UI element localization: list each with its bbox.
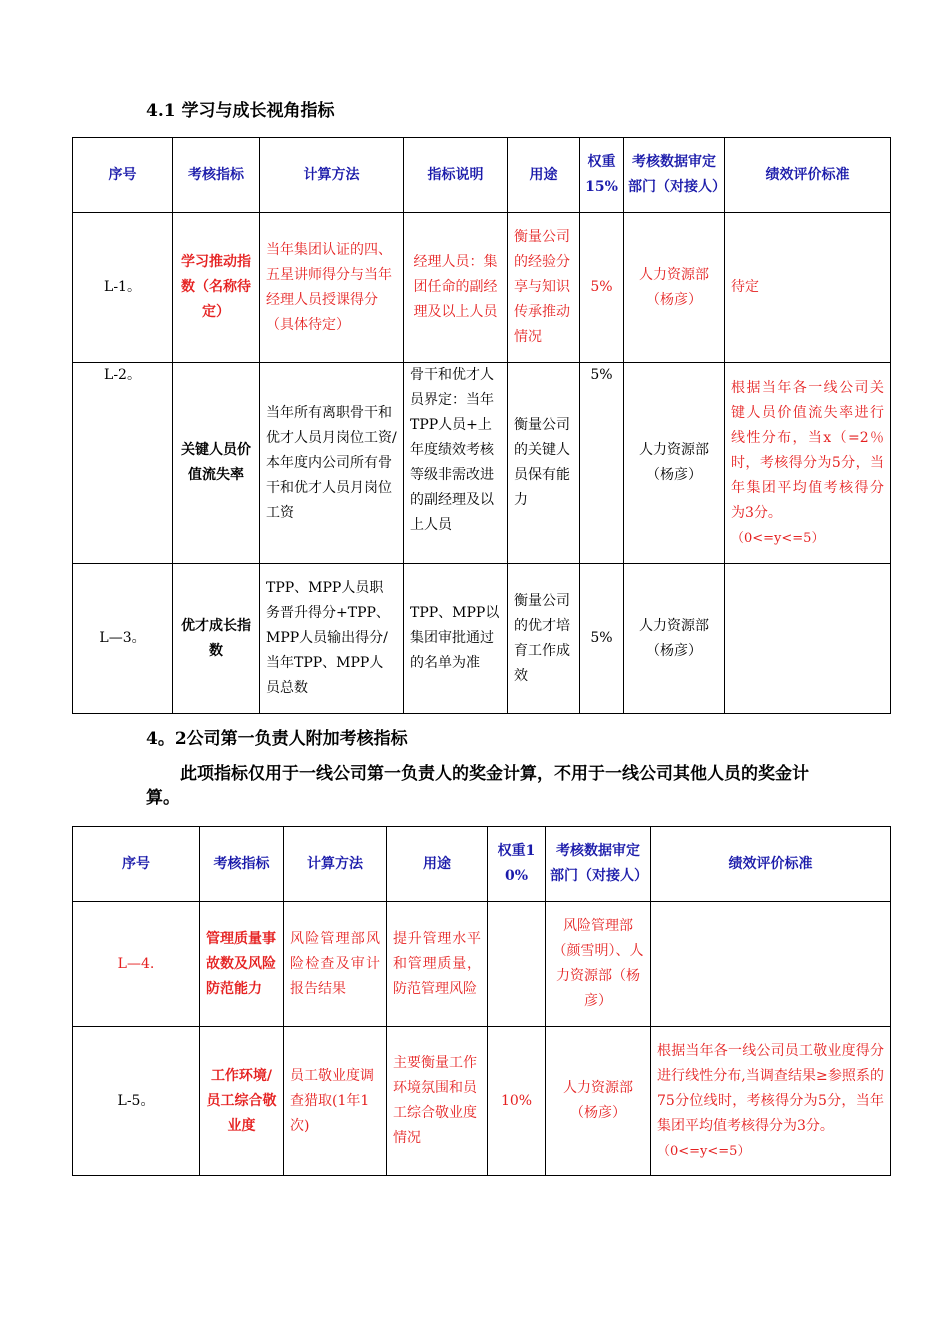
- evaluation-standard: [651, 1027, 891, 1176]
- indicator-name: 优才成长指数: [173, 564, 260, 714]
- row-number: L—4.: [73, 902, 200, 1027]
- header-cell: 考核数据审定部门（对接人）: [546, 827, 651, 902]
- review-department: 人力资源部（杨彦）: [624, 213, 725, 363]
- section-heading-4-2: 4。2公司第一负责人附加考核指标: [146, 729, 408, 749]
- calculation-method: 当年所有离职骨干和优才人员月岗位工资/ 本年度内公司所有骨干和优才人员月岗位工资: [260, 363, 404, 564]
- header-cell: 指标说明: [404, 138, 508, 213]
- weight: 10%: [488, 1027, 546, 1176]
- indicator-note: TPP、MPP以集团审批通过的名单为准: [404, 564, 508, 714]
- indicator-note: 骨干和优才人员界定：当年TPP人员+上年度绩效考核等级非需改进的副经理及以上人员: [404, 363, 508, 564]
- table-row: [73, 902, 891, 1027]
- usage: 提升管理水平和管理质量，防范管理风险: [387, 902, 488, 1027]
- calculation-method: 当年集团认证的四、五星讲师得分与当年经理人员授课得分（具体待定）: [260, 213, 404, 363]
- header-cell: 绩效评价标准: [725, 138, 891, 213]
- evaluation-standard: [651, 902, 891, 1027]
- evaluation-standard-range: （0<=y<=5）: [657, 1143, 751, 1159]
- calculation-method: 员工敬业度调查猎取(1年1次): [284, 1027, 387, 1176]
- calculation-method: TPP、MPP人员职务晋升得分+TPP、MPP人员输出得分/当年TPP、MPP人员总数: [260, 564, 404, 714]
- table-row: [73, 363, 891, 564]
- indicator-name: 管理质量事故数及风险防范能力: [200, 902, 284, 1027]
- evaluation-standard-text: 根据当年各一线公司员工敬业度得分进行线性分布,当调查结果≥参照系的75分位线时，考核得分为5分，当年集团平均值考核得分为3分。: [657, 1042, 884, 1134]
- table-row: [73, 1027, 891, 1176]
- row-number: L—3。: [73, 564, 173, 714]
- review-department: 人力资源部（杨彦）: [624, 363, 725, 564]
- usage: 衡量公司的优才培育工作成效: [508, 564, 580, 714]
- header-cell: 绩效评价标准: [651, 827, 891, 902]
- weight: 5%: [580, 213, 624, 363]
- review-department: 风险管理部（颜雪明）、人力资源部（杨彦）: [546, 902, 651, 1027]
- learning-growth-table: [72, 137, 891, 714]
- usage: 主要衡量工作环境氛围和员工综合敬业度情况: [387, 1027, 488, 1176]
- evaluation-standard-range: （0<=y<=5）: [731, 530, 825, 546]
- weight: 5%: [580, 363, 624, 564]
- review-department: 人力资源部（杨彦）: [624, 564, 725, 714]
- row-number: L-2。: [73, 363, 173, 564]
- header-cell: 权重10%: [488, 827, 546, 902]
- evaluation-standard: [725, 363, 891, 564]
- table-header-row: [73, 138, 891, 213]
- header-cell: 权重15%: [580, 138, 624, 213]
- header-cell: 用途: [387, 827, 488, 902]
- first-leader-table: [72, 826, 891, 1176]
- header-cell: 考核数据审定部门（对接人）: [624, 138, 725, 213]
- usage: 衡量公司的关键人员保有能力: [508, 363, 580, 564]
- indicator-name: 学习推动指数（名称待定）: [173, 213, 260, 363]
- table-row: [73, 564, 891, 714]
- section-heading-4-1: 4.1 学习与成长视角指标: [146, 101, 335, 121]
- indicator-name: 工作环境/员工综合敬业度: [200, 1027, 284, 1176]
- weight: [488, 902, 546, 1027]
- header-cell: 考核指标: [200, 827, 284, 902]
- usage: 衡量公司的经验分享与知识传承推动情况: [508, 213, 580, 363]
- indicator-note: 经理人员：集团任命的副经理及以上人员: [404, 213, 508, 363]
- table-header-row: [73, 827, 891, 902]
- evaluation-standard-text: 根据当年各一线公司关键人员价值流失率进行线性分布，当x（=2％时，考核得分为5分，当年集团平均值考核得分为3分。: [731, 379, 884, 521]
- calculation-method: 风险管理部风险检查及审计报告结果: [284, 902, 387, 1027]
- evaluation-standard: [725, 564, 891, 714]
- evaluation-standard: 待定: [725, 213, 891, 363]
- table-row: [73, 213, 891, 363]
- header-cell: 计算方法: [260, 138, 404, 213]
- review-department: 人力资源部（杨彦）: [546, 1027, 651, 1176]
- row-number: L-1。: [73, 213, 173, 363]
- weight: 5%: [580, 564, 624, 714]
- row-number: L-5。: [73, 1027, 200, 1176]
- header-cell: 序号: [73, 827, 200, 902]
- header-cell: 考核指标: [173, 138, 260, 213]
- indicator-name: 关键人员价值流失率: [173, 363, 260, 564]
- header-cell: 用途: [508, 138, 580, 213]
- header-cell: 序号: [73, 138, 173, 213]
- section-paragraph: 此项指标仅用于一线公司第一负责人的奖金计算，不用于一线公司其他人员的奖金计算。: [146, 764, 809, 808]
- header-cell: 计算方法: [284, 827, 387, 902]
